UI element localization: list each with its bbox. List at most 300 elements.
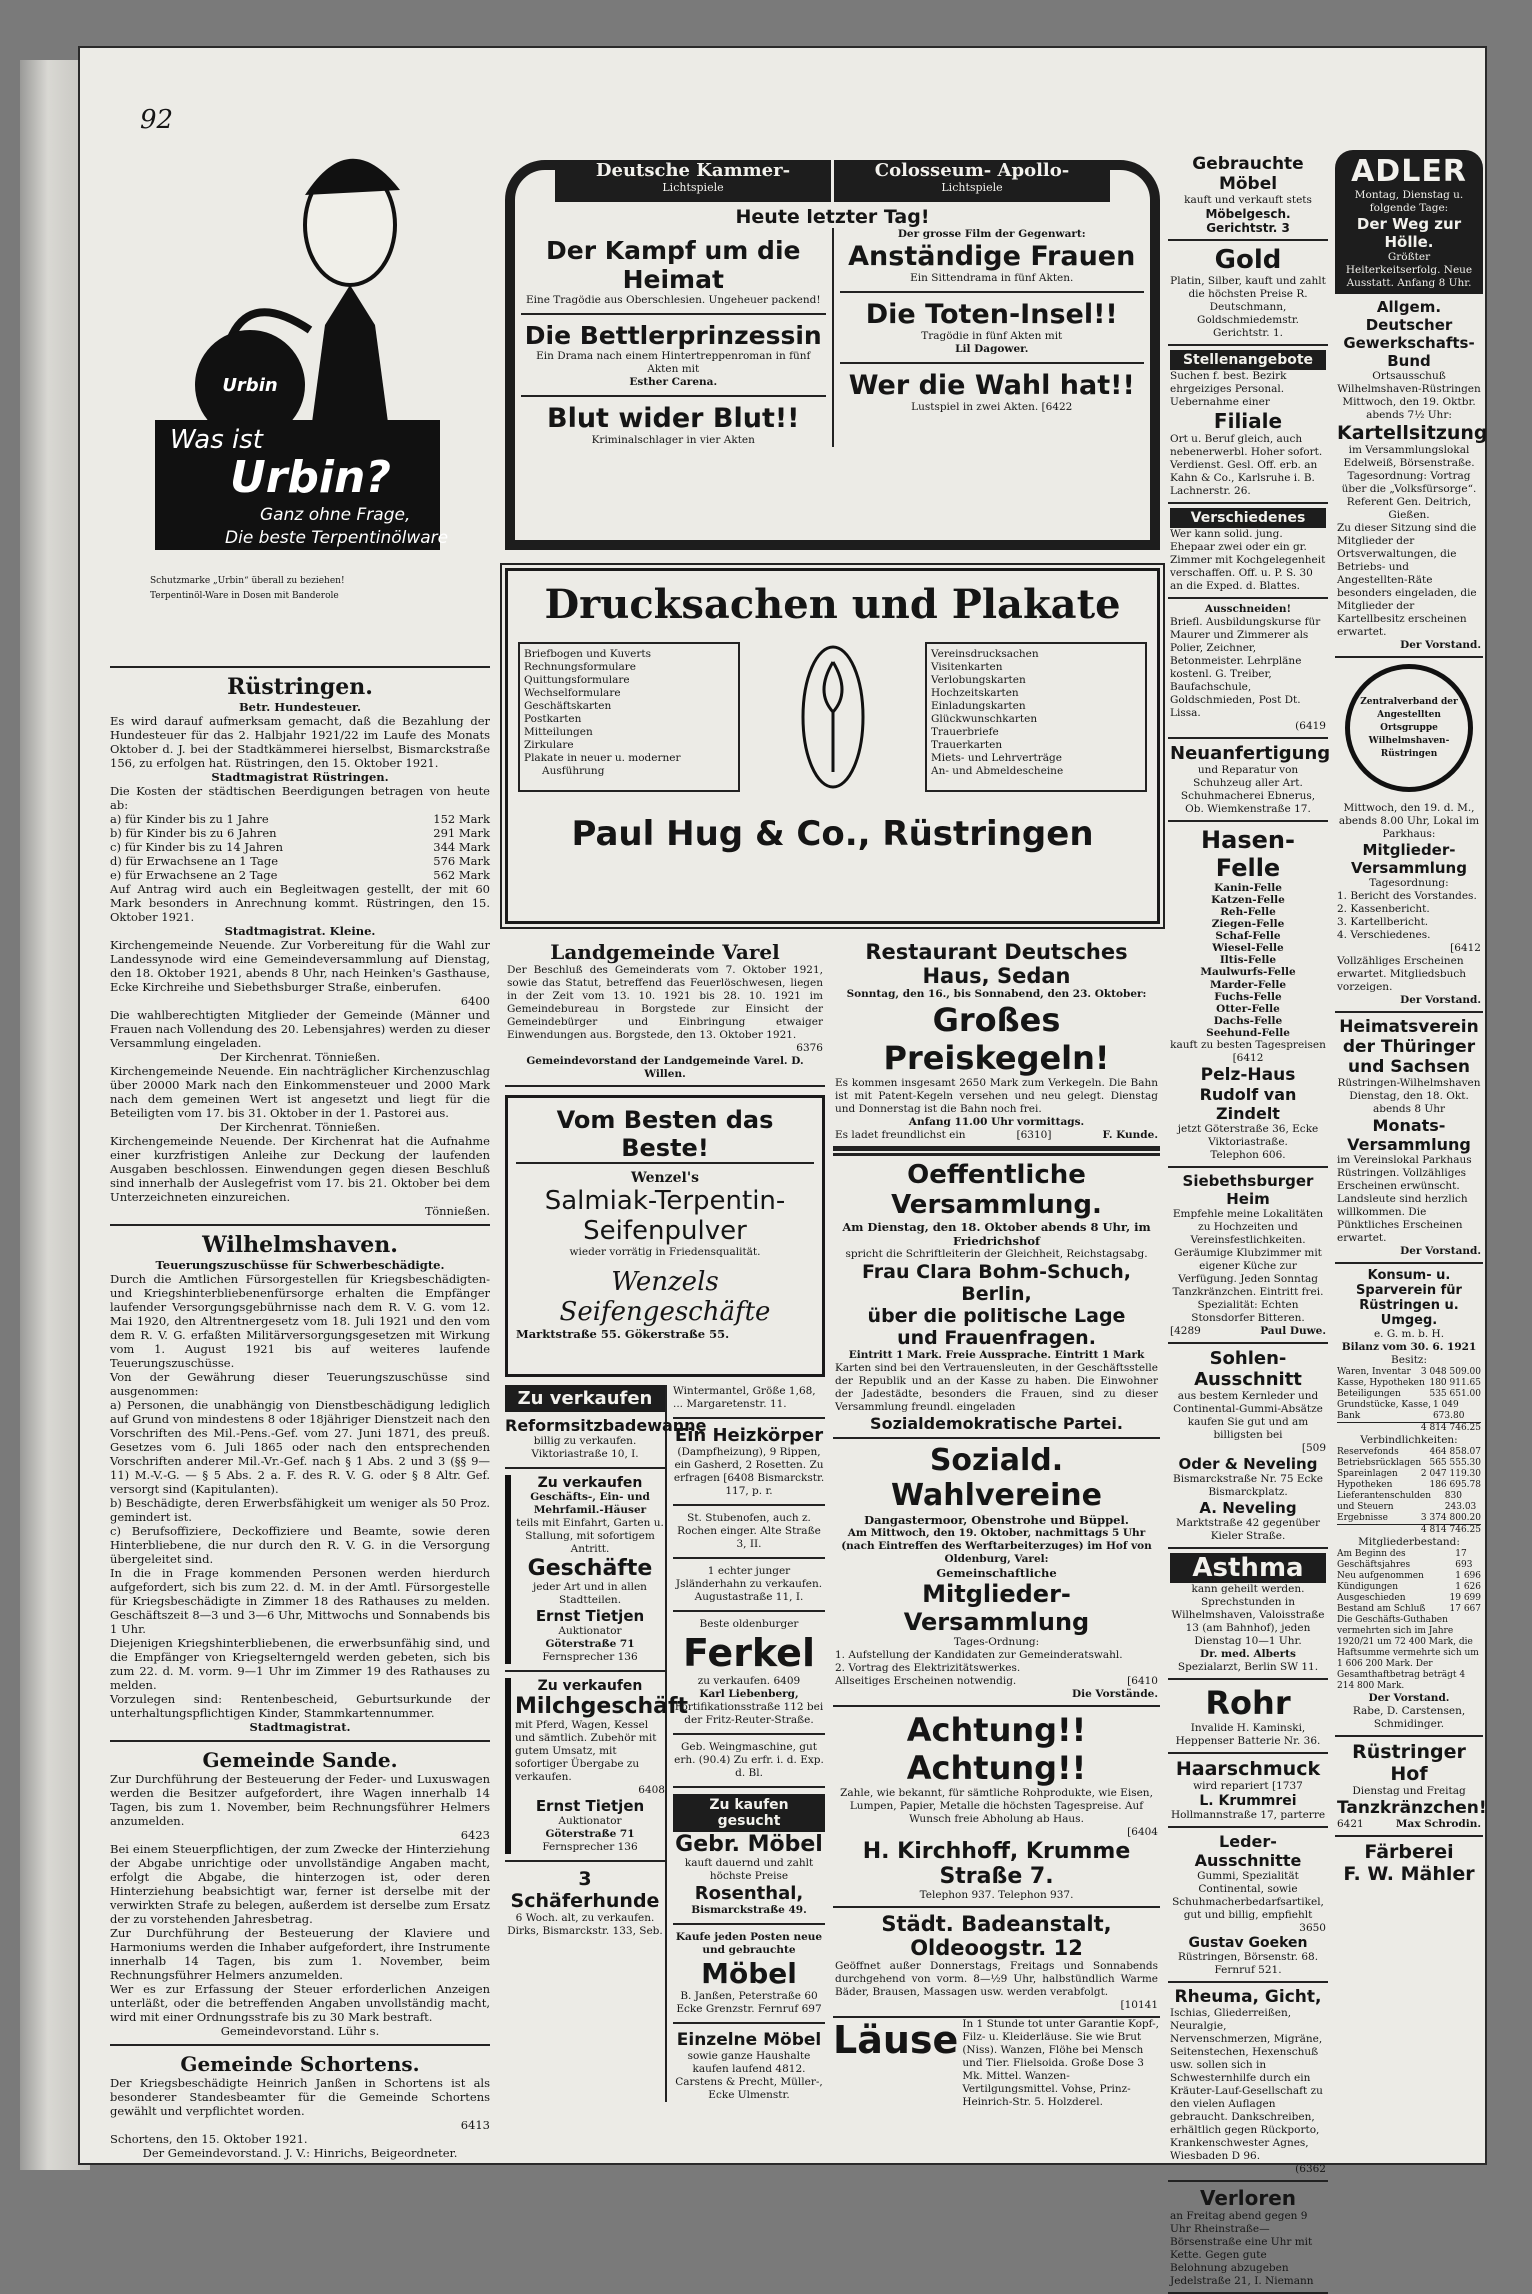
wenzel-sig1: Wenzels [611,1267,719,1297]
ruestringen-title: Rüstringen. [227,674,373,700]
member-row [1337,1549,1481,1571]
thuringia-sign: Der Vorstand. [1400,1245,1481,1257]
liab-row [1337,1458,1481,1469]
wilhelmshaven-p2: Von der Gewährung dieser Teuerungszuschüsse sind ausgenommen: [110,1370,490,1398]
ruestringen-p7: Kirchengemeinde Neuende. Der Kirchenrat hat die Aufnahme einer kurzfristigen Anleihe zur Deckung der laufenden Ausgaben beschlossen. Einwendungen gegen diesen Beschluß sind innerhalb der Auslegefrist vom 17. bis 21. Oktober bei dem Unterzeichneten einzureichen. [110,1134,490,1204]
wilhelmshaven-subtitle: Teuerungszuschüsse für Schwerbeschädigte. [155,1258,445,1272]
asset-value: 1 049 673.80 [1432,1400,1465,1421]
bath-text: Geöffnet außer Donnerstags, Freitags und Sonnabends durchgehend von vorm. 8—½9 Uhr, halbstündlich Warme Bäder, Brausen, Massagen usw. werden verabfolgt. [835,1960,1158,1998]
dyer-title: Färberei [1364,1841,1454,1863]
furs-item: Seehund-Felle [1206,1026,1290,1039]
union-sign: Der Vorstand. [1400,639,1481,651]
milk-big: Milchgeschäft [515,1694,689,1719]
asthma-doc: Dr. med. Alberts [1200,1647,1296,1660]
member-label: Kündigungen [1337,1582,1398,1592]
furs-tel: Telephon 606. [1210,1148,1286,1161]
milk-num: 6408 [638,1784,665,1796]
schortens-title: Gemeinde Schortens. [180,2052,420,2076]
wahlverein-agenda-item: 2. Vortrag des Elektrizitätswerkes. [835,1662,1021,1674]
fee-value: 291 Mark [433,826,490,840]
sedan-sign: F. Kunde. [1102,1129,1158,1141]
furs-list [1170,882,1326,1039]
column-right-2 [1335,150,1488,2160]
wahlverein-note: Allseitiges Erscheinen notwendig. [835,1675,1017,1687]
thuringia-big: Monats-Versammlung [1347,1116,1471,1154]
ruestringer-hof-ad [1335,1737,1487,1837]
hair-firm: L. Krummrei [1199,1792,1297,1809]
furs-big: Hasen-Felle [1201,826,1295,882]
schortens-sign: Der Gemeindevorstand. J. V.: Hinrichs, Beigeordneter. [142,2146,458,2160]
wanted-head: Zu kaufen gesucht [673,1794,825,1832]
printing-item: Vereinsdrucksachen [931,648,1039,660]
printing-ad [505,568,1160,924]
wanted-big1: Gebr. Möbel [675,1832,823,1857]
hof-num: 6421 [1337,1818,1364,1830]
member-row [1337,1604,1481,1615]
houses-sub: jeder Art und in allen Stadtteilen. [533,1581,647,1606]
liab-row [1337,1491,1481,1513]
fee-row [110,812,490,826]
furs-firm1: Pelz-Haus [1200,1064,1296,1085]
bath-ad [833,1908,1160,2018]
varel-num: 6376 [796,1042,823,1054]
konsum-assets-head: Besitz: [1391,1354,1427,1366]
dogs-text: 6 Woch. alt, zu verkaufen. Dirks, Bismarckstr. 133, Seb. [507,1912,663,1937]
fee-label: d) für Erwachsene an 1 Tage [110,854,279,868]
classifieds-right [673,1385,825,2102]
asthma-addr: Spezialarzt, Berlin SW 11. [1177,1660,1319,1673]
furs-item: Wiesel-Felle [1212,942,1284,955]
furs-item: Katzen-Felle [1211,894,1285,907]
page-number: 92 [140,105,174,135]
wilhelmshaven-p1: Durch die Amtlichen Fürsorgestellen für Kriegsbeschädigten- und Kriegshinterbliebenenfürsorge erhalten die Empfänger laufender Versorgungsgebührnisse nach dem R. V. G. vom 12. Mai 1920, den Altrentnergesetz vom 18. Juli 1921 und den vom dem R. V. G. erfaßten Militärversorgungsgesetzen mit Wirkung vom 1. August 1921 bis auf weiteres laufende Teuerungszuschüsse. [110,1272,490,1370]
shoe-big: Neuanfertigung [1170,743,1331,764]
jobs-text2: Ort u. Beruf gleich, auch nebenerwerbl. Hoher sofort. Verdienst. Gesl. Off. erb. an Kahn & Co., Karlsruhe i. B. Lachnerstr. 26. [1170,433,1323,497]
zv-agenda-item: 4. Verschiedenes. [1337,929,1431,941]
rheuma-big: Rheuma, Gicht, [1174,1986,1322,2007]
printing-item: Briefbogen und Kuverts [524,648,652,660]
ruestringen-subtitle: Betr. Hundesteuer. [238,700,362,714]
ruestringen-section [110,674,490,1218]
printing-item: Zirkulare [524,739,574,751]
member-value: 1 696 [1455,1571,1481,1581]
union-title: Allgem. Deutscher Gewerkschafts-Bund [1343,298,1475,370]
wanted-big3: Einzelne Möbel [676,2030,822,2050]
asset-row [1337,1389,1481,1400]
liab-value: 186 695.78 [1429,1480,1481,1490]
liab-value: 3 374 800.20 [1420,1513,1481,1523]
clip-text: Briefl. Ausbildungskurse für Maurer und Zimmerer als Polier, Zeichner, Betonmeister. Lehrpläne kostenl. G. Treiber, Baufachschule, Goldschmieden, Post Dt. Lissa. [1170,616,1321,719]
kirchhoff-firm: H. Kirchhoff, Krumme Straße 7. [862,1839,1131,1889]
hair-num: [1737 [1271,1779,1303,1792]
wanted-big2: Möbel [701,1957,797,1990]
hof-sign: Max Schrodin. [1395,1818,1481,1830]
thuringia-title: Heimatsverein der Thüringer und Sachsen [1339,1017,1479,1077]
sole-big: Sohlen-Ausschnitt [1194,1347,1302,1390]
asset-row [1337,1422,1481,1434]
milk-ad [505,1678,689,1854]
wilhelmshaven-title: Wilhelmshaven. [202,1232,398,1258]
liab-label: Ergebnisse [1337,1513,1388,1523]
dogs-big: 3 Schäferhunde [510,1868,660,1912]
wanted-t1: kauft dauernd und zahlt höchste Preise [684,1857,814,1882]
wenzel-head: Vom Besten das Beste! [516,1106,814,1164]
furs-item: Kanin-Felle [1214,882,1282,894]
wilhelmshaven-p4: b) Beschädigte, deren Erwerbsfähigkeit um weniger als 50 Proz. gemindert ist. [110,1496,490,1524]
heim-sign: Paul Duwe. [1260,1324,1326,1337]
houses-line2: teils mit Einfahrt, Garten u. Stallung, mit sofortigem Antritt. [516,1517,664,1555]
rheuma-num: (6362 [1295,2162,1326,2175]
member-value: 17 667 [1449,1604,1481,1614]
printing-lists [518,642,1147,792]
film-sub-5: Tragödie in fünf Akten mit [921,330,1063,342]
meeting-topic2: und Frauenfragen. [897,1327,1096,1349]
bath-num: [10141 [1120,1999,1158,2011]
furs-item: Otter-Felle [1216,1002,1280,1015]
heater-text: (Dampfheizung), 9 Rippen, ein Gasherd, 2 Rosetten. Zu erfragen [6408 Bismarckstr. 117, p. r. [673,1446,825,1497]
column-right-1 [1168,150,1331,2287]
printing-item: Plakate in neuer u. moderner [524,752,681,764]
printing-item: Trauerbriefe [931,726,999,738]
wilhelmshaven-p7: Diejenigen Kriegshinterbliebenen, die erwerbsunfähig sind, und die Empfänger von Kriegselterngeld werden gebeten, sich bis zum 22. d. M. vorm. 9—1 Uhr im Zimmer 19 des Rathauses zu melden. [110,1636,490,1692]
cinema-today: Heute letzter Tag! [735,206,930,228]
sedan-dates: Sonntag, den 16., bis Sonnabend, den 23. Oktober: [846,988,1147,1000]
printing-item: Wechselformulare [524,687,621,699]
printing-item: Geschäftskarten [524,700,612,712]
for-sale-head: Zu verkaufen [505,1385,665,1412]
houses-title: Zu verkaufen [537,1475,643,1491]
milk-role: Auktionator [558,1815,622,1827]
cinema-right-program [834,228,1151,447]
sole-addr2: Marktstraße 42 gegenüber Kieler Straße. [1175,1516,1321,1542]
houses-addr: Göterstraße 71 [545,1638,635,1650]
liab-label: Hypotheken [1337,1480,1393,1490]
wenzel-ad [505,1095,825,1377]
printing-item: Postkarten [524,713,582,725]
heim-title: Siebethsburger Heim [1182,1171,1314,1208]
fee-value: 152 Mark [433,812,490,826]
column-left [110,100,490,2160]
cinema-ad [505,160,1160,550]
member-label: Ausgeschieden [1337,1593,1406,1603]
sande-p4: Wer es zur Erfassung der Steuer erforderlichen Anzeigen unterläßt, oder die betreffenden Angaben unvollständig macht, wird mit einer Ordnungsstrafe bis zu 30 Mark bestraft. [110,1982,490,2024]
fee-label: a) für Kinder bis zu 1 Jahre [110,812,269,826]
ferkel-num: 6409 [773,1675,801,1687]
printing-item: Ausführung [542,765,605,777]
sande-sign: Gemeindevorstand. Lühr s. [220,2024,380,2038]
ruestringen-sign3: Der Kirchenrat. Tönnießen. [219,1050,381,1064]
printing-title: Drucksachen und Plakate [544,581,1121,628]
ruestringen-p6: Kirchengemeinde Neuende. Ein nachträglicher Kirchenzuschlag über 20000 Mark nach den Einkommensteuer und 2000 Mark nach dem gemeinen Wert ist angesetzt und liegt für die Beteiligten vom 17. bis 31. Oktober in der 1. Pastorei aus. [110,1064,490,1120]
furs-firm2: Rudolf van Zindelt [1199,1084,1297,1123]
zv-agenda-item: 1. Bericht des Vorstandes. [1337,890,1477,902]
ruestringen-p2: Die Kosten der städtischen Beerdigungen betragen von heute ab: [110,784,490,812]
cinema-left-program [515,228,834,447]
cinema-left-header [555,160,831,202]
sande-p2: Bei einem Steuerpflichtigen, der zum Zwecke der Hinterziehung der Abgabe unrichtige oder unvollständige Angaben macht, erfolgt die Abgabe, die hinterzogen ist, oder deren Hinterziehung beabsichtigt war, ferner ist derselbe mit der verwirkten Strafe zu belegen, außerdem ist derselbe zum Ersatz der zu vorstehenden Jahresbetrag. [110,1842,490,1926]
furs-ad [1168,822,1328,1168]
fee-label: c) für Kinder bis zu 14 Jahren [110,840,283,854]
urbin-a2: Die beste Terpentinölware [225,528,449,548]
liab-value: 464 858.07 [1429,1447,1481,1457]
jobs-big: Filiale [1213,409,1283,433]
printing-item: Mitteilungen [524,726,593,738]
middle-lower [505,936,1160,2109]
used-furniture-firm: Möbelgesch. Gerichtstr. 3 [1205,207,1291,235]
asset-label: Kasse, Hypotheken [1337,1378,1425,1388]
shoe-text: und Reparatur von Schuhzeug aller Art. Schuhmacherei Ebnerus, Ob. Wiemkenstraße 17. [1180,764,1316,815]
meeting-date: Am Dienstag, den 18. Oktober abends 8 Uhr, im Friedrichshof [842,1220,1151,1248]
fee-label: b) für Kinder bis zu 6 Jahren [110,826,277,840]
kirchhoff-ad [833,1707,1160,1908]
wahlverein-sign: Die Vorstände. [1071,1688,1158,1700]
wanted-t3: sowie ganze Haushalte kaufen laufend 4812. Carstens & Precht, Müller-, Ecke Ulmenstr. [675,2050,823,2101]
wahlverein-places: Dangastermoor, Obenstrohe und Büppel. [864,1513,1129,1527]
wilhelmshaven-sign: Stadtmagistrat. [249,1720,351,1734]
heim-num: [4289 [1170,1324,1201,1337]
houses-big: Geschäfte [527,1556,653,1581]
ruestringen-n1: 6400 [460,994,490,1008]
classifieds [505,1385,825,2102]
film-title-4: Anständige Frauen [848,241,1136,272]
sole-text: aus bestem Kernleder und Continental-Gummi-Absätze kaufen Sie gut und am billigsten bei [1173,1389,1323,1441]
wanted-pre2: Kaufe jeden Posten neue und gebrauchte [675,1931,823,1956]
furs-item: Marder-Felle [1209,978,1287,991]
ferkel-name: Karl Liebenberg, [699,1688,799,1700]
asthma-big: Asthma [1170,1553,1326,1583]
wanted-name2: B. Janßen, Peterstraße 60 Ecke Grenzstr. Fernruf 697 [676,1990,822,2015]
sewing-text: Geb. Weingmaschine, gut erh. (90.4) Zu erfr. i. d. Exp. d. Bl. [674,1741,824,1779]
meeting-topic1: über die politische Lage [867,1305,1126,1327]
furs-item: Dachs-Felle [1213,1014,1283,1027]
kirchhoff-text: Zahle, wie bekannt, für sämtliche Rohprodukte, wie Eisen, Lumpen, Papier, Metalle die höchsten Tagespreise. Auf Wunsch freie Abholung ab Haus. [840,1787,1153,1825]
divider [110,1740,490,1742]
fee-label: e) für Erwachsene an 2 Tage [110,868,278,882]
schortens-p2: Schortens, den 15. Oktober 1921. [110,2132,308,2146]
printing-list-left [518,642,740,792]
union-sub: Ortsausschuß Wilhelmshaven-Rüstringen [1337,370,1481,395]
hof-title: Rüstringer Hof [1352,1741,1466,1785]
konsum-bilanz: Bilanz vom 30. 6. 1921 [1341,1341,1477,1353]
column-middle [505,160,1160,2160]
wenzel-prod1: Salmiak-Terpentin- [544,1186,786,1216]
sedan-text: Es kommen insgesamt 2650 Mark zum Verkegeln. Die Bahn ist mit Patent-Kegeln versehen und neu gelegt. Dienstag und Donnerstag ist die Bahn noch frei. [835,1077,1158,1115]
furs-item: Reh-Felle [1220,906,1276,919]
cinema-right-header [831,160,1110,202]
wanted-name1: Rosenthal, [694,1883,804,1904]
member-label: Am Beginn des Geschäftsjahres [1337,1549,1411,1570]
liab-value: 565 555.30 [1429,1458,1481,1468]
wahlverein-big: Mitglieder-Versammlung [903,1580,1090,1636]
printing-list-right [925,642,1147,792]
liab-row [1337,1469,1481,1480]
stove-text: St. Stubenofen, auch z. Rochen einger. Alte Straße 3, II. [677,1512,821,1550]
konsum-ad [1335,1264,1483,1737]
cinema-header [555,160,1110,202]
houses-name: Ernst Tietjen [535,1607,645,1625]
varel-title: Landgemeinde Varel [550,940,780,964]
zv-agenda-item: 3. Kartellbericht. [1337,916,1429,928]
asset-label: Grundstücke, Kasse, Bank [1337,1400,1431,1421]
printing-item: Visitenkarten [931,661,1003,673]
printing-item: Quittungsformulare [524,674,630,686]
lice-ad [833,2018,1160,2109]
round-stamp-icon [1345,664,1473,792]
rohr-big: Rohr [1205,1683,1291,1722]
union-text: Zu dieser Sitzung sind die Mitglieder der Ortsverwaltungen, die Betriebs- und Angestellten-Räte besonders eingeladen, die Mitglieder der Kartellbesitz erscheinen erwartet. [1337,522,1477,638]
wenzel-brand: Wenzel's [630,1170,699,1186]
thuringia-text: im Vereinslokal Parkhaus Rüstringen. Vollzähliges Erscheinen erwünscht. Landsleute sind herzlich willkommen. Die Pünktliches Erscheinen erwartet. [1337,1154,1472,1244]
wahlverein-num: [6410 [1127,1675,1158,1687]
ferkel-sub: zu verkaufen. [697,1675,771,1687]
printing-item: Hochzeitskarten [931,687,1019,699]
dyer-ad [1335,1837,1483,1889]
thuringia-date: Dienstag, den 18. Okt. abends 8 Uhr [1349,1090,1469,1115]
bath-title: Städt. Badeanstalt, Oldeoogstr. 12 [881,1912,1112,1960]
ferkel-addr: Fortifikationsstraße 112 bei der Fritz-Reuter-Straße. [674,1701,824,1726]
furs-item: Maulwurfs-Felle [1200,966,1296,979]
hair-text: wird repariert [1193,1779,1269,1792]
asset-value: 535 651.00 [1429,1389,1481,1399]
classifieds-left [505,1385,707,2102]
sedan-title: Restaurant Deutsches Haus, Sedan [865,940,1128,988]
wahlverein-gem: Gemeinschaftliche [936,1566,1057,1580]
furs-addr: jetzt Göterstraße 36, Ecke Viktoriastraße. [1177,1122,1319,1148]
printing-firm: Paul Hug & Co., Rüstringen [571,814,1094,854]
wilhelmshaven-p3: a) Personen, die unabhängig von Dienstbeschädigung lediglich auf Grund von mindestens 8 oder 18jähriger Dienstzeit nach den Vorschriften des Mil.-Pens.-Gef. vom 27. Juni 1871, des preuß. Gesetzes vom 6. Juli 1865 oder nach den entsprechenden Vorschriften anderer Mil.-Vr.-Gef. nach § 1 Abs. 2 und 3 (§§ 9—11) M.-V.-G. — § 5 Abs. 2 a. F. des R. V. G. oder § 8 Altr. Gef. versorgt sind (Kapitulanten). [110,1398,490,1496]
cinema-programs [515,228,1150,447]
sole-firm2: A. Neveling [1199,1498,1297,1517]
misc-head: Verschiedenes [1170,508,1326,528]
sande-n1: 6423 [460,1828,490,1842]
wilhelmshaven-p6: In die in Frage kommenden Personen werden hierdurch aufgefordert, sich bis zum 22. d. M. in der Amtl. Fürsorgestelle für Kriegsbeschädigte in Zimmer 18 des Rathauses zu melden. Geschäftszeit 8—3 und 3—6 Uhr, Mittwochs und Sonnabends bis 1 Uhr. [110,1566,490,1636]
urbin-foot2: Terpentinöl-Ware in Dosen mit Banderole [150,591,339,601]
asset-row [1337,1378,1481,1389]
union-big: Kartellsitzung [1337,422,1488,444]
film-title-6: Wer die Wahl hat!! [848,370,1135,401]
cinema-right-name2: Apollo- [997,160,1070,181]
jobs-text: Suchen f. best. Bezirk ehrgeiziges Personal. Uebernahme einer [1170,370,1287,408]
film-pre-4: Der grosse Film der Gegenwart: [897,228,1086,240]
konsum-names: Rabe, D. Carstensen, Schmidinger. [1352,1705,1466,1730]
bathtub-title: Reformsitzbadewanne [505,1416,707,1435]
bathtub-text: billig zu verkaufen. Viktoriastraße 10, I. [531,1435,639,1460]
printing-item: Einladungskarten [931,700,1026,712]
clip-num: (6419 [1295,720,1326,732]
milk-addr: Göterstraße 71 [545,1828,635,1840]
varel-text: Der Beschluß des Gemeinderats vom 7. Oktober 1921, sowie das Statut, betreffend das Feuerlöschwesen, liegen in der Zeit vom 13. 10. 1921 bis 28. 10. 1921 im Gemeindebureau in Borgstede zur Einsicht der Gemeindebürger und Einbringung etwaiger Einwendungen aus. Borgstede, den 13. Oktober 1921. [507,964,823,1041]
used-furniture-text: kauft und verkauft stets [1184,194,1312,206]
ferkel-pre: Beste oldenburger [699,1618,799,1630]
liab-label: Reservefonds [1337,1447,1399,1457]
rohr-text: Invalide H. Kaminski, Heppenser Batterie Nr. 36. [1175,1721,1321,1747]
heater-title: Ein Heizkörper [674,1425,824,1446]
wilhelmshaven-p5: c) Berufsoffiziere, Deckoffiziere und Beamte, sowie deren Hinterbliebene, die nur durch den R. V. G. in die Versorgung übergeleitet sind. [110,1524,490,1566]
ruestringen-sign4: Der Kirchenrat. Tönnießen. [219,1120,381,1134]
schortens-n1: 6413 [460,2118,490,2132]
wenzel-sub: wieder vorrätig in Friedensqualität. [569,1246,761,1258]
milk-tel: Fernsprecher 136 [542,1841,638,1853]
wahlverein-title: Soziald. Wahlvereine [891,1443,1102,1513]
ruestringen-fee-list [110,812,490,882]
urbin-brand: Urbin [222,375,278,396]
wahlverein-agenda-item: 1. Aufstellung der Kandidaten zur Gemeinderatswahl. [835,1649,1123,1661]
sande-title: Gemeinde Sande. [202,1748,398,1772]
zv-agenda-head: Tagesordnung: [1369,877,1449,889]
liab-label: Spareinlagen [1337,1469,1398,1479]
used-furniture-title: Gebrauchte Möbel [1192,154,1304,194]
lice-head: Läuse [833,2018,959,2062]
sedan-num: [6310] [1016,1129,1052,1141]
printing-item: Verlobungskarten [931,674,1026,686]
lost-text: an Freitag abend gegen 9 Uhr Rheinstraße—Börsenstraße eine Uhr mit Kette. Gegen gute Belohnung abzugeben Jedelstraße 21, I. Niemann [1170,2209,1314,2287]
liab-label: Lieferantenschulden und Steuern [1337,1491,1432,1512]
thuringia-sub: Rüstringen-Wilhelmshaven [1337,1077,1481,1089]
thuringia-ad [1335,1013,1483,1264]
fee-value: 562 Mark [433,868,490,882]
jobs-head: Stellenangebote [1170,350,1326,370]
asset-label: Beteiligungen [1337,1389,1401,1399]
film-star-5: Lil Dagower. [955,343,1029,355]
kirchhoff-num: [6404 [1127,1826,1158,1838]
varel-sign: Gemeindevorstand der Landgemeinde Varel. D. Willen. [526,1055,804,1080]
union-place: im Versammlungslokal Edelweiß, Börsenstraße. [1343,444,1475,469]
film-sub-4: Ein Sittendrama in fünf Akten. [910,272,1074,284]
liab-value: 830 243.03 [1444,1491,1477,1512]
hair-big: Haarschmuck [1175,1757,1321,1780]
liab-label: Betriebsrücklagen [1337,1458,1422,1468]
sande-p3: Zur Durchführung der Besteuerung der Klaviere und Harmoniums werden die Inhaber aufgefordert, ihre Instrumente innerhalb 14 Tagen, bis zum 1. November, beim Rechnungsführer Helmers anzumelden. [110,1926,490,1982]
leather-text: Gummi, Spezialität Continental, sowie Schuhmacherbedarfsartikel, gut und billig, empfiehlt [1172,1869,1324,1921]
konsum-assets [1337,1367,1481,1434]
zv-text: Mittwoch, den 19. d. M., abends 8.00 Uhr, Lokal im Parkhaus: [1338,802,1480,840]
konsum-text: Die Geschäfts-Guthaben vermehrten sich im Jahre 1920/21 um 72 400 Mark, die Haftsumme vermehrte sich um 1 606 200 Mark. Der Gesamthaftbetrag beträgt 4 214 800 Mark. [1337,1615,1479,1691]
middle-lower-left [505,936,825,2109]
coat-text: Wintermantel, Größe 1,68, ... Margaretenstr. 11. [673,1385,816,1410]
film-sub-6: Lustspiel in zwei Akten. [911,401,1039,413]
milk-name: Ernst Tietjen [535,1797,645,1815]
konsum-sign: Der Vorstand. [1368,1692,1450,1704]
misc-text: Wer kann solid. jung. Ehepaar zwei oder ein gr. Zimmer mit Kochgelegenheit verschaffen. Off. u. P. S. 30 an die Exped. d. Blattes. [1170,528,1326,592]
divider [110,1224,490,1226]
ruestringen-p1: Es wird darauf aufmerksam gemacht, daß die Bezahlung der Hundesteuer für das 2. Halbjahr 1921/22 im Laufe des Monats Oktober d. J. bei der Stadtkämmerei hierselbst, Bismarckstraße 156, zu erfolgen hat. Rüstringen, den 15. Oktober 1921. [110,714,490,770]
houses-line1: Geschäfts-, Ein- und Mehrfamil.-Häuser [530,1491,650,1516]
meeting-speaker: Frau Clara Bohm-Schuch, Berlin, [862,1261,1131,1305]
wahlverein-date: Am Mittwoch, den 19. Oktober, nachmittags 5 Uhr (nach Eintreffen des Werftarbeiterzuges) im Hof von Oldenburg, Varel: [841,1527,1152,1565]
printing-item: Rechnungsformulare [524,661,636,673]
cinema-num: [6422 [1041,401,1073,413]
ruestringen-p3: Auf Antrag wird auch ein Begleitwagen gestellt, der mit 60 Mark besonders in Anrechnung kommt. Rüstringen, den 15. Oktober 1921. [110,882,490,924]
leather-big: Leder-Ausschnitte [1194,1831,1302,1870]
wilhelmshaven-section [110,1232,490,1734]
adler-ad [1335,150,1483,294]
milk-title: Zu verkaufen [537,1678,643,1694]
fee-row [110,826,490,840]
urbin-foot1: Schutzmarke „Urbin“ überall zu beziehen! [150,576,345,586]
meeting-spricht: spricht die Schriftleiterin der Gleichheit, Reichstagsabg. [845,1248,1148,1260]
film-sub-2: Ein Drama nach einem Hintertreppenroman in fünf Akten mit [536,350,811,375]
wanted-addr1: Bismarckstraße 49. [691,1904,807,1916]
union-agenda: Tagesordnung: Vortrag über die „Volksfürsorge“. Referent Gen. Deitrich, Gießen. [1341,470,1477,521]
member-value: 1 626 [1455,1582,1481,1592]
gold-text: Platin, Silber, kauft und zahlt die höchsten Preise R. Deutschmann, Goldschmiedemstr. Gerichtstr. 1. [1170,275,1326,339]
film-sub-3: Kriminalschlager in vier Akten [591,434,755,446]
zv-agenda-item: 2. Kassenbericht. [1337,903,1430,915]
leather-num: 3650 [1299,1921,1326,1934]
asthma-text: kann geheilt werden. Sprechstunden in Wilhelmshaven, Valoisstraße 13 (am Bahnhof), jeden Dienstag 10—1 Uhr. [1171,1582,1325,1647]
fee-row [110,868,490,882]
lost-big: Verloren [1199,2185,1297,2210]
